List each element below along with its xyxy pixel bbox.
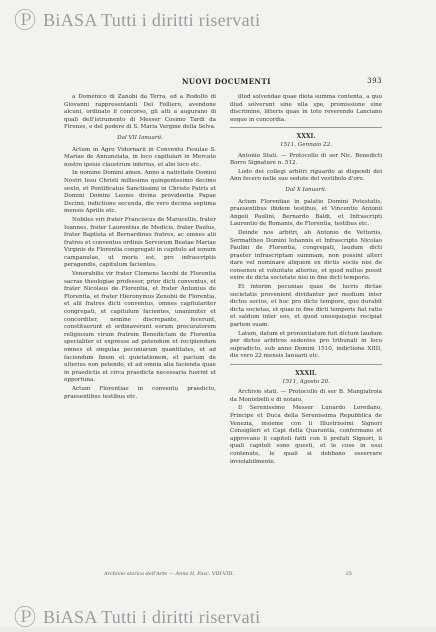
watermark-bottom-text: BiASA Tutti i diritti riservati — [43, 607, 261, 627]
right-paragraph: Actum Florentiae in palatio Domini Potestatis, praesentibus ibidem testibus, et Vincentio Antonii Angeli Paulini, Bernardo Baldi, et Infrascripti Laurentio de Romanis, de Florentia, testibus etc. — [230, 198, 382, 228]
document-date: 1511, Gennaio 22. — [280, 141, 332, 148]
right-column — [230, 94, 382, 467]
running-head-title: NUOVI DOCUMENTI — [182, 77, 271, 86]
section-heading: Dal VII Ianuarii. — [117, 134, 163, 141]
left-paragraph: Actum Florentiae in conventu praedicto, praesentibus testibus etc. — [64, 385, 216, 400]
right-paragraph: Deinde nos arbitri, ab Antonio de Vettoriis, Sermattheo Domini Iohannis et Infrascripto Nicolao Paulini de Florentia, congregati, laudum dicti praeter infrascriptam summam, non possint alteri dare vel nominare aliquem ex dictis sociis nisi de consensu et voluntate alterius, et quod nullus possit exire de dicta societate nisi in fine dicti temporis. — [230, 229, 382, 282]
document-number: XXXII. — [295, 370, 317, 377]
document-page — [64, 77, 382, 580]
document-date: 1511, Agosto 20. — [282, 378, 330, 385]
watermark-top-text: BiASA Tutti i diritti riservati — [43, 10, 261, 30]
footer-folio: 25 — [345, 571, 352, 577]
document-rubric: Antonio Stati. — Protocollo di ser Nic. Benedicti Borro Signature n. 512. — [230, 152, 382, 167]
right-paragraph: Latum, datum et pronuntiatum fuit dictum laudum per dictos arbitros sedentes pro tribunali in loco supradicto, sub anno Domini 1510, indictione XIIII, die vero 22 mensis Ianuarii etc. — [230, 330, 382, 360]
divider — [230, 127, 382, 128]
right-paragraph: Lodo dei collegi arbitri riguardo ai dispendi dei Ann fecero nelle sue sedute del vestibolo d'oro. — [230, 168, 382, 183]
document-number: XXXI. — [296, 133, 316, 141]
biasa-logo-icon: Ⓟ — [14, 8, 37, 33]
page-number: 393 — [367, 77, 382, 85]
section-heading: Dal X Ianuarii. — [285, 186, 327, 193]
right-paragraph: Et interim pecuniae quae de lucris dictae societatis provenient dividantur per medium inter dictos socios, et hoc pro dicto tempore, quo durabit dicta societas, et quae in fine dicti temporis fiat ratio et saldum inter eos, et quod unusquisque recipiat partem suam. — [230, 284, 382, 329]
divider — [230, 364, 382, 365]
footer-signature: Archivio storico dell'Arte — Anno II, Fasc. VIII-VIII. — [104, 571, 234, 577]
watermark-top — [14, 4, 260, 35]
left-paragraph: Actum in Agro Vidornarii in Conventu Fesulae S. Mariae de Annunziata, in loco capitulari in Mercato nostro ipsius claustrum inferius, et alio loco etc. — [64, 146, 216, 168]
left-paragraph: In nomine Domini amen. Anno a nativitate Domini Nostri Iesu Christi millesimo quingentesimo decimo sexto, et Pontificatus Sanctissimi in Christo Patris et Domini Domini Leonis divina providentia Papae Decimi, indictione secunda, die vero decima septima mensis Aprilis etc. — [64, 170, 216, 215]
left-paragraph: a Domenico di Zanobi da Terra, ed a Rodolfo di Giovanni rappresentanti Del Folliero, avendone alcuni, ordinato il concorso, gli atti a augurano di quali dell'istrumento di Messer Cosimo Tardi da Firenze, e del podere di S. Maria Vergine della Selva. — [64, 94, 216, 131]
biasa-logo-icon: Ⓟ — [14, 605, 37, 630]
right-paragraph: illud solvendae quae dieta summa contenta, a quo illud solverunt sine ulla spe, promissione sine discrimine, litteris quae in toto reverendo Lanciano eoque in concordia. — [230, 94, 382, 123]
left-column — [64, 94, 216, 402]
running-head — [64, 77, 382, 89]
right-paragraph: Il Serenissimo Messer Lunardo Loredano, Principe et Duca della Serenissima Repubblica de Venezia, insieme con li Illustrissimi Signori Consiglieri et Capi della Quarantia, confermano et approvano li capitoli fatti con li prefati Signori, li quali capitoli sono questi, et le cose in essi contenute, le quali si debbano osservare inviolabilmente. — [230, 405, 382, 465]
watermark-bottom — [14, 601, 260, 632]
left-paragraph: Venerabilis vir frater Clemens Iacobi de Florentia sacrae theologiae professor, prior dicti conventus, et frater Nicolaus de Florentia, et frater Antonius de Florentia, et frater Hieronymus Zenobii de Florentia, et alii fratres dicti conventus, omnes capitulariter congregati, et capitulum facientes, unanimiter et concorditer, nemine discrepante, fecerunt, constituerunt et ordinaverunt eorum procuratorem religiosum virum fratrem Benedictum de Florentia specialiter et expresse ad petendum et recipiendum omnes et singulas pecuniarum quantitates, et ad faciendum finem et quietationem, et pactum de ulterius non petendo, et ad omnia alia facienda quae in praedictis et circa praedicta necessaria fuerint et opportuna. — [64, 271, 216, 384]
document-rubric: Archivio stati. — Protocollo di ser B. Mangiatroia da Montebelli e di notaio. — [230, 389, 382, 403]
left-paragraph: Nobiles viri frater Franciscus de Marucellis, frater Ioannes, frater Laurentius de Medicis, frater Paulus, frater Baptista et Bernardinus fratres, ac omnes alii fratres et conventus ordinis Servorum Beatae Mariae Virginis de Florentia congregati in capitulo ad sonum campanulae, ut moris est, pro infrascriptis peragendis, capitulum facientes. — [64, 216, 216, 269]
